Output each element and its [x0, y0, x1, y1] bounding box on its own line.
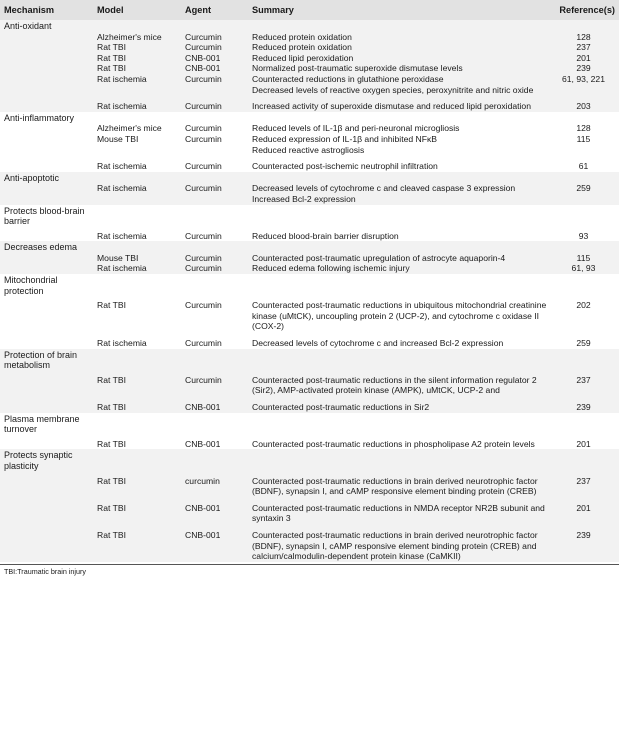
- agent-cell: Curcumin: [185, 252, 222, 263]
- mechanism-cell: [0, 85, 93, 96]
- summary-cell: Counteracted post-traumatic reductions in the silent information regulator 2 (Sir2), AMP-activated protein kinase (AMPK), uMtCK, UCP-2 and: [252, 374, 537, 396]
- reference-cell: 239: [576, 529, 591, 540]
- reference-cell: 115: [576, 133, 591, 144]
- table-row: [0, 371, 619, 396]
- summary-cell: Reduced reactive astrogliosis: [252, 144, 365, 155]
- mechanism-cell: [0, 74, 93, 85]
- model-cell: Rat TBI: [97, 475, 126, 486]
- mechanism-cell: [0, 42, 93, 53]
- model-cell: Rat TBI: [97, 52, 126, 63]
- reference-cell: 61, 93, 221: [561, 73, 605, 84]
- table-body: [0, 20, 619, 562]
- header-agent: Agent: [185, 4, 212, 15]
- summary-cell: Reduced levels of IL-1β and peri-neuronal microgliosis: [252, 123, 460, 134]
- table-row: [0, 396, 619, 413]
- reference-cell: 237: [576, 374, 591, 385]
- reference-cell: [548, 145, 619, 156]
- category-row: [0, 172, 619, 184]
- mechanism-cell: [0, 396, 93, 413]
- summary-cell: Decreased levels of cytochrome c and cleaved caspase 3 expression: [252, 183, 516, 194]
- summary-cell: Counteracted post-traumatic upregulation of astrocyte aquaporin-4: [252, 252, 506, 263]
- table-row: [0, 497, 619, 524]
- category-label: [0, 172, 619, 184]
- table-row: [0, 524, 619, 562]
- summary-cell: Decreased levels of cytochrome c and increased Bcl-2 expression: [252, 338, 504, 349]
- mechanism-cell: [0, 63, 93, 74]
- model-cell: [93, 194, 181, 205]
- table-row: [0, 253, 619, 264]
- reference-cell: 239: [576, 402, 591, 412]
- category-label: [0, 349, 619, 371]
- reference-cell: 61: [578, 161, 589, 172]
- mechanism-cell: [0, 435, 93, 450]
- agent-cell: CNB-001: [185, 529, 221, 540]
- reference-cell: 237: [576, 475, 591, 486]
- summary-cell: Reduced blood-brain barrier disruption: [252, 230, 399, 241]
- model-cell: [93, 85, 181, 96]
- category-row: [0, 205, 619, 227]
- category-text: Plasma membrane turnover: [4, 413, 80, 435]
- category-text: Anti-apoptotic: [4, 172, 60, 183]
- table-row: [0, 32, 619, 43]
- summary-cell: Normalized post-traumatic superoxide dismutase levels: [252, 63, 463, 74]
- mechanism-cell: [0, 145, 93, 156]
- mechanism-cell: [0, 32, 93, 43]
- table-row: [0, 296, 619, 332]
- agent-cell: Curcumin: [185, 374, 222, 385]
- agent-cell: Curcumin: [185, 263, 222, 274]
- table-row: [0, 123, 619, 134]
- mechanism-cell: [0, 183, 93, 194]
- summary-cell: Counteracted post-traumatic reductions in phospholipase A2 protein levels: [252, 438, 535, 449]
- model-cell: Rat TBI: [97, 300, 126, 311]
- model-cell: Rat TBI: [97, 63, 126, 74]
- header-row: [0, 0, 619, 20]
- table-row: [0, 155, 619, 172]
- summary-cell: Counteracted post-traumatic reductions in brain derived neurotrophic factor (BDNF), synapsin I, and cAMP responsive element binding protein (CREB): [252, 475, 538, 497]
- reference-cell: 202: [576, 300, 591, 311]
- model-cell: Rat ischemia: [97, 263, 147, 274]
- model-cell: Rat ischemia: [97, 230, 147, 241]
- table-row: [0, 435, 619, 450]
- table-row: [0, 95, 619, 112]
- reference-cell: 259: [576, 338, 591, 349]
- agent-cell: [181, 194, 248, 205]
- model-cell: Rat ischemia: [97, 161, 147, 172]
- table-row: [0, 227, 619, 242]
- header-summary: Summary: [252, 4, 294, 15]
- agent-cell: CNB-001: [185, 502, 221, 513]
- mechanism-cell: [0, 123, 93, 134]
- reference-cell: 128: [576, 31, 591, 42]
- category-row: [0, 413, 619, 435]
- mechanism-cell: [0, 134, 93, 145]
- agent-cell: Curcumin: [185, 73, 222, 84]
- footnote: TBI:Traumatic brain injury: [4, 566, 87, 576]
- agent-cell: Curcumin: [185, 123, 222, 134]
- mechanism-cell: [0, 472, 93, 497]
- mechanism-cell: [0, 227, 93, 242]
- table-row: [0, 194, 619, 205]
- mechanism-cell: [0, 53, 93, 64]
- summary-cell: Increased Bcl-2 expression: [252, 193, 356, 204]
- model-cell: Rat TBI: [97, 529, 126, 540]
- reference-cell: [548, 85, 619, 96]
- agent-cell: [181, 85, 248, 96]
- category-row: [0, 112, 619, 124]
- agent-cell: CNB-001: [185, 438, 221, 449]
- reference-cell: 237: [576, 42, 591, 53]
- table-row: [0, 134, 619, 145]
- agent-cell: [181, 145, 248, 156]
- reference-cell: 203: [576, 101, 591, 112]
- summary-cell: Counteracted post-traumatic reductions in ubiquitous mitochondrial creatinine kinase (uMtCK), uncoupling protein 2 (UCP-2), and cytochrome c oxidase II (COX-2): [252, 300, 547, 332]
- model-cell: [93, 145, 181, 156]
- table-row: [0, 183, 619, 194]
- table-row: [0, 85, 619, 96]
- table-row: [0, 74, 619, 85]
- header-mechanism: Mechanism: [4, 4, 55, 15]
- summary-cell: Counteracted post-traumatic reductions in Sir2: [252, 402, 430, 412]
- category-text: Protects blood-brain barrier: [4, 205, 85, 227]
- agent-cell: curcumin: [185, 475, 220, 486]
- model-cell: Rat TBI: [97, 402, 126, 412]
- reference-cell: 128: [576, 123, 591, 134]
- reference-cell: 239: [576, 63, 591, 74]
- reference-cell: [548, 194, 619, 205]
- model-cell: Rat ischemia: [97, 73, 147, 84]
- summary-cell: Counteracted post-ischemic neutrophil infiltration: [252, 161, 438, 172]
- category-text: Protection of brain metabolism: [4, 349, 78, 371]
- mechanism-cell: [0, 263, 93, 274]
- agent-cell: Curcumin: [185, 161, 222, 172]
- reference-cell: 115: [576, 252, 591, 263]
- mechanism-cell: [0, 332, 93, 349]
- table-row: [0, 53, 619, 64]
- category-label: [0, 413, 619, 435]
- agent-cell: Curcumin: [185, 338, 222, 349]
- reference-cell: 201: [576, 52, 591, 63]
- mechanism-cell: [0, 194, 93, 205]
- model-cell: Rat ischemia: [97, 101, 147, 112]
- agent-cell: CNB-001: [185, 63, 221, 74]
- mechanism-cell: [0, 253, 93, 264]
- table-row: [0, 145, 619, 156]
- category-label: [0, 449, 619, 471]
- agent-cell: Curcumin: [185, 31, 222, 42]
- agent-cell: Curcumin: [185, 133, 222, 144]
- reference-cell: 93: [578, 230, 589, 241]
- category-row: [0, 241, 619, 253]
- reference-cell: 201: [576, 438, 591, 449]
- summary-cell: Reduced lipid peroxidation: [252, 52, 354, 63]
- category-row: [0, 449, 619, 471]
- table-row: [0, 63, 619, 74]
- mechanism-cell: [0, 371, 93, 396]
- summary-cell: Increased activity of superoxide dismutase and reduced lipid peroxidation: [252, 101, 531, 112]
- table-row: [0, 332, 619, 349]
- summary-cell: Reduced expression of IL-1β and inhibited NFκB: [252, 133, 438, 144]
- category-label: [0, 274, 619, 296]
- agent-cell: Curcumin: [185, 42, 222, 53]
- summary-cell: Counteracted reductions in glutathione peroxidase: [252, 73, 444, 84]
- category-label: [0, 112, 619, 124]
- agent-cell: CNB-001: [185, 52, 221, 63]
- model-cell: Rat TBI: [97, 42, 126, 53]
- category-row: [0, 20, 619, 32]
- agent-cell: Curcumin: [185, 101, 222, 112]
- agent-cell: Curcumin: [185, 183, 222, 194]
- agent-cell: Curcumin: [185, 230, 222, 241]
- reference-cell: 61, 93: [571, 263, 596, 274]
- header-reference: Reference(s): [559, 4, 615, 15]
- model-cell: Alzheimer's mice: [97, 31, 162, 42]
- model-cell: Mouse TBI: [97, 133, 139, 144]
- model-cell: Alzheimer's mice: [97, 123, 162, 134]
- summary-cell: Reduced protein oxidation: [252, 31, 352, 42]
- model-cell: Rat TBI: [97, 502, 126, 513]
- summary-cell: Reduced edema following ischemic injury: [252, 263, 410, 274]
- category-label: [0, 241, 619, 253]
- category-text: Anti-inflammatory: [4, 112, 75, 123]
- model-cell: Rat TBI: [97, 438, 126, 449]
- model-cell: Rat ischemia: [97, 183, 147, 194]
- mechanism-cell: [0, 155, 93, 172]
- summary-cell: Decreased levels of reactive oxygen species, peroxynitrite and nitric oxide: [252, 84, 534, 95]
- category-row: [0, 274, 619, 296]
- category-label: [0, 20, 619, 32]
- category-text: Decreases edema: [4, 242, 78, 253]
- summary-cell: Counteracted post-traumatic reductions in brain derived neurotrophic factor (BDNF), synapsin I, cAMP responsive element binding protein (CREB) and calcium/calmodulin-dependent protein kinase (CaMKII): [252, 529, 538, 562]
- summary-cell: Counteracted post-traumatic reductions in NMDA receptor NR2B subunit and syntaxin 3: [252, 502, 545, 524]
- mechanism-cell: [0, 524, 93, 562]
- header-model: Model: [97, 4, 124, 15]
- category-label: [0, 205, 619, 227]
- reference-cell: 259: [576, 183, 591, 194]
- model-cell: Rat ischemia: [97, 338, 147, 349]
- table-row: [0, 472, 619, 497]
- table-row: [0, 42, 619, 53]
- category-text: Mitochondrial protection: [4, 275, 58, 296]
- category-row: [0, 349, 619, 371]
- agent-cell: Curcumin: [185, 300, 222, 311]
- table-row: [0, 263, 619, 274]
- agent-cell: CNB-001: [185, 402, 221, 412]
- reference-cell: 201: [576, 502, 591, 513]
- model-cell: Rat TBI: [97, 374, 126, 385]
- model-cell: Mouse TBI: [97, 252, 139, 263]
- mechanism-cell: [0, 497, 93, 524]
- mechanism-cell: [0, 296, 93, 332]
- bottom-rule: [0, 564, 619, 565]
- category-text: Anti-oxidant: [4, 21, 52, 31]
- category-text: Protects synaptic plasticity: [4, 450, 73, 471]
- mechanism-cell: [0, 95, 93, 112]
- summary-cell: Reduced protein oxidation: [252, 42, 352, 53]
